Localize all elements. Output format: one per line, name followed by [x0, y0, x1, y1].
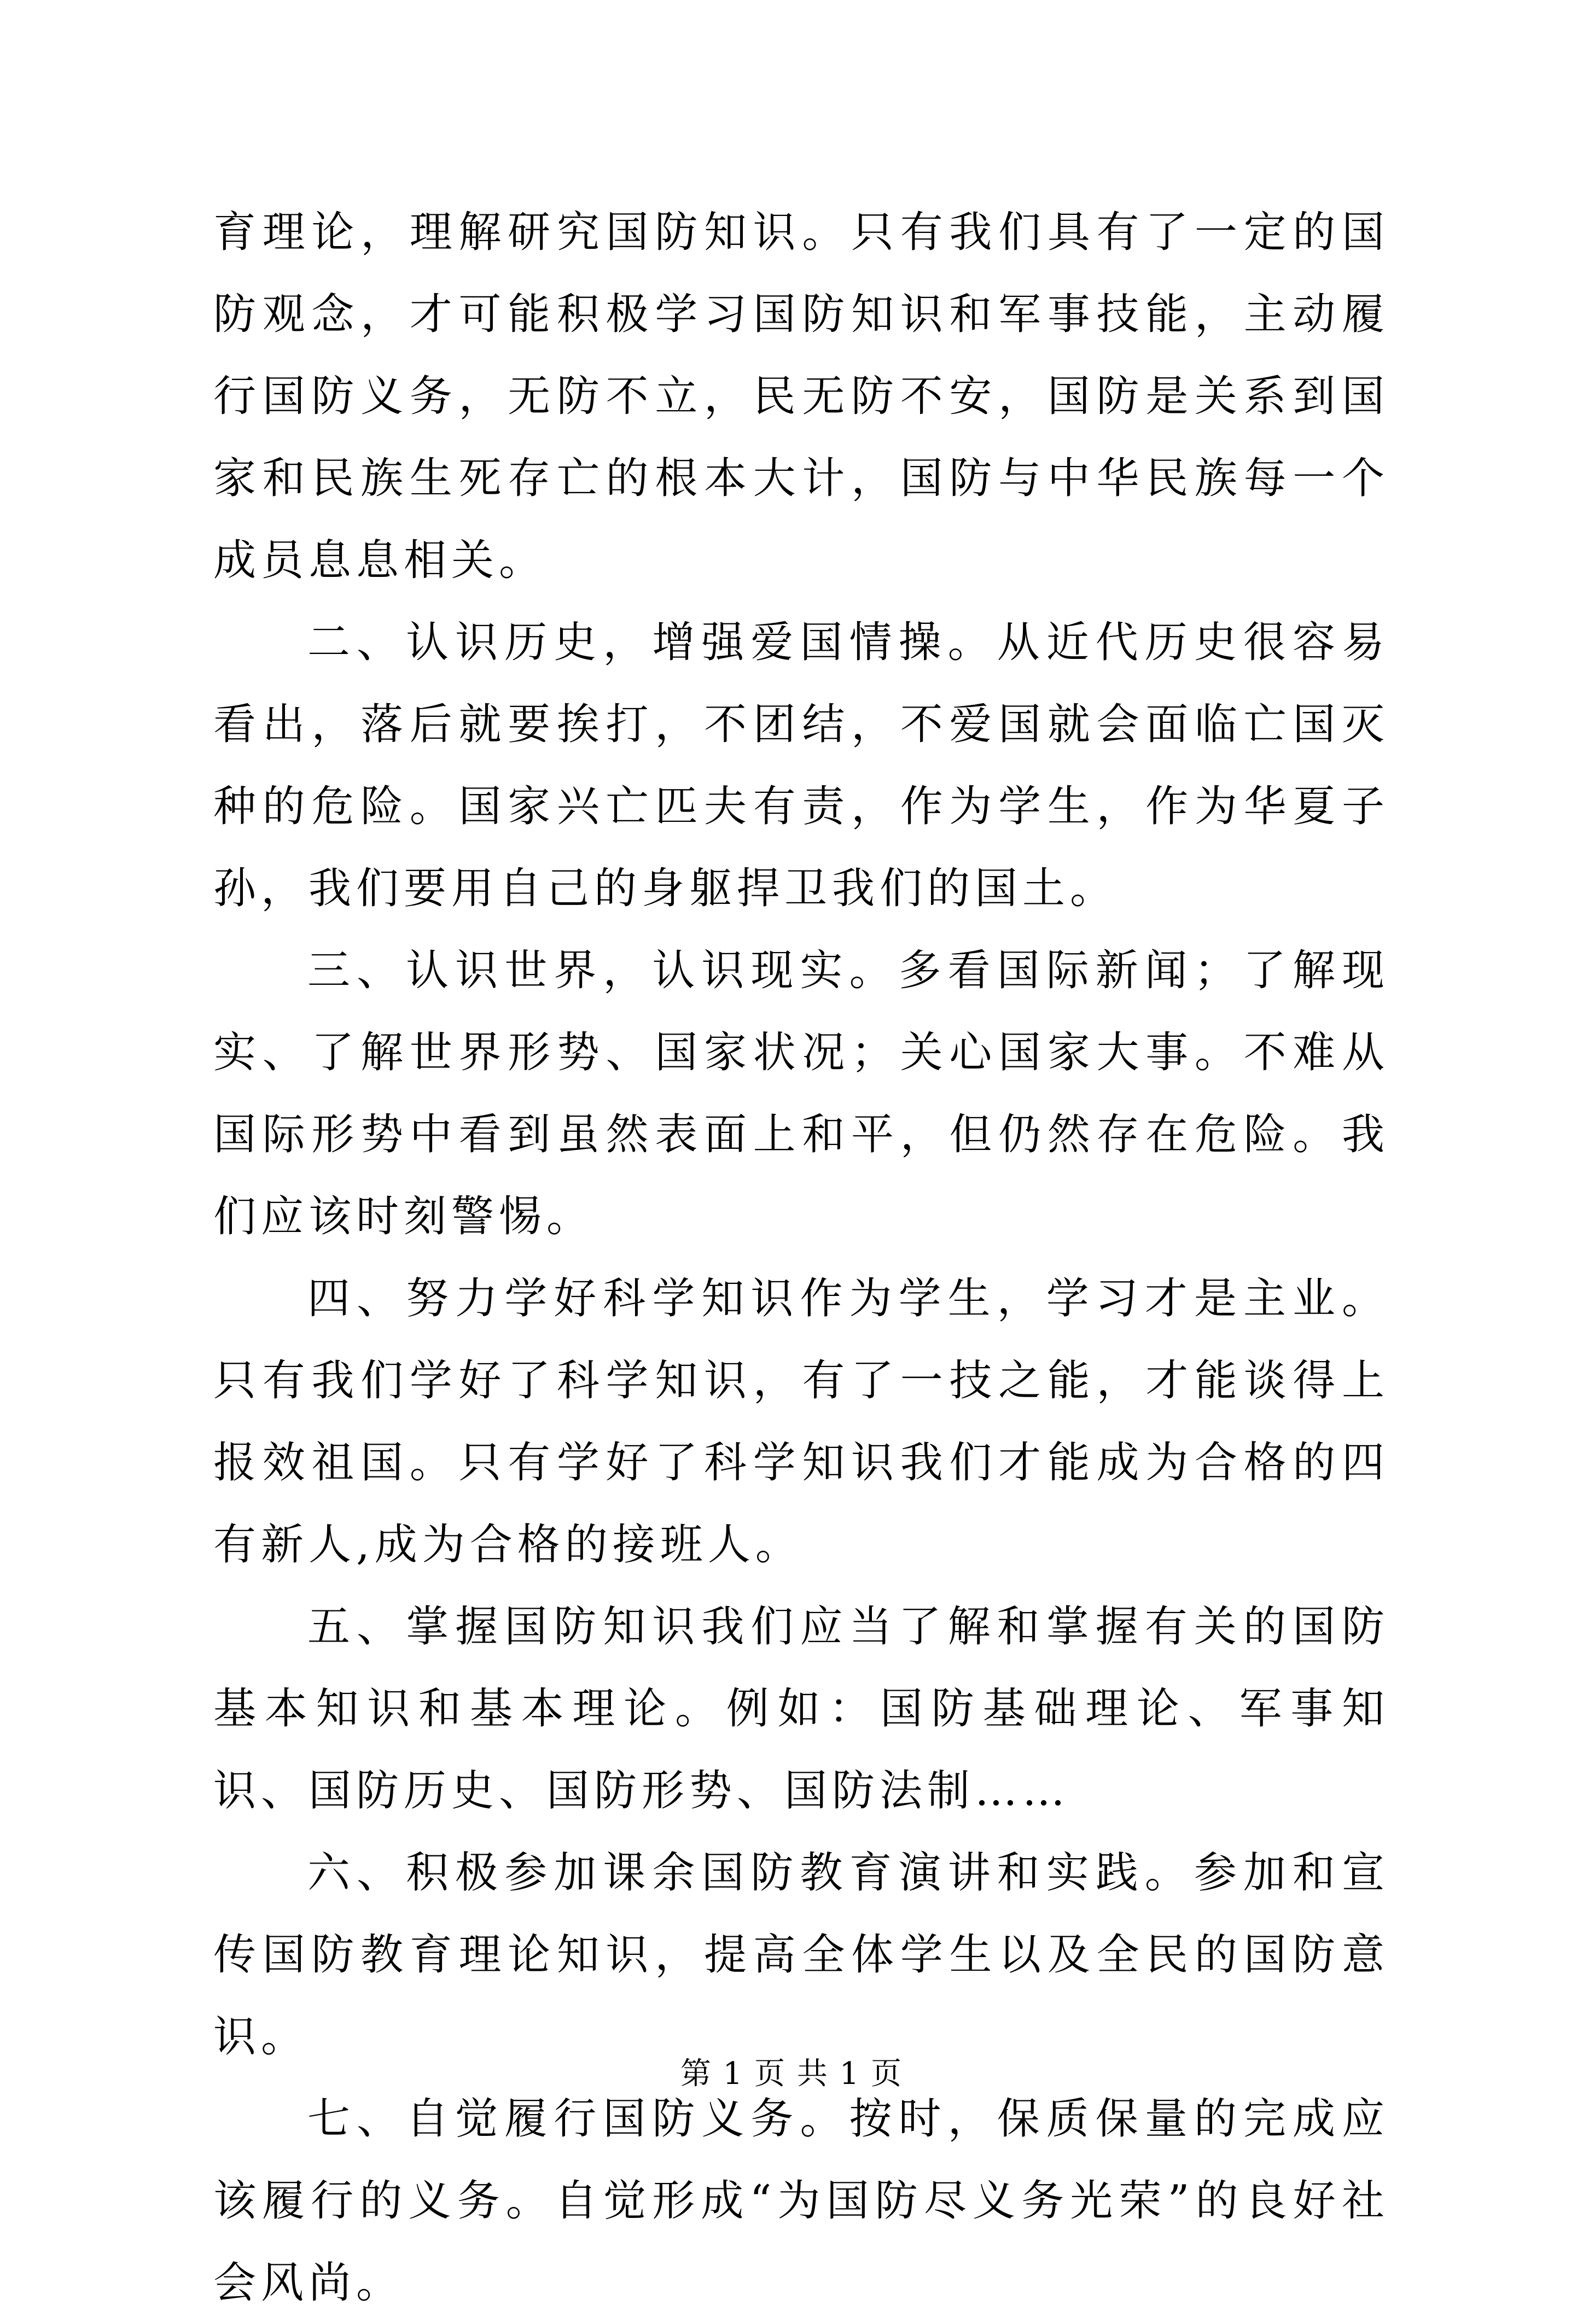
paragraph-continuation: 育理论，理解研究国防知识。只有我们具有了一定的国防观念，才可能积极学习国防知识和军事技能，主动履行国防义务，无防不立，民无防不安，国防是关系到国家和民族生死存亡的根本大计，国防与中华民族每一个成员息息相关。 — [213, 208, 1389, 585]
paragraph-section-4: 四、努力学好科学知识作为学生，学习才是主业。只有我们学好了科学知识，有了一技之能，才能谈得上报效祖国。只有学好了科学知识我们才能成为合格的四有新人,成为合格的接班人。 — [213, 1274, 1389, 1569]
paragraph-section-6: 六、积极参加课余国防教育演讲和实践。参加和宣传国防教育理论知识，提高全体学生以及全民的国防意识。 — [213, 1848, 1389, 2062]
paragraph-section-3: 三、认识世界，认识现实。多看国际新闻；了解现实、了解世界形势、国家状况；关心国家大事。不难从国际形势中看到虽然表面上和平，但仍然存在危险。我们应该时刻警惕。 — [213, 946, 1389, 1241]
paragraph-section-5: 五、掌握国防知识我们应当了解和掌握有关的国防基本知识和基本理论。例如：国防基础理论、军事知识、国防历史、国防形势、国防法制…… — [213, 1602, 1389, 1815]
page-number-footer: 第 1 页 共 1 页 — [680, 2056, 903, 2092]
document-body — [213, 191, 1389, 2324]
paragraph-section-2: 二、认识历史，增强爱国情操。从近代历史很容易看出，落后就要挨打，不团结，不爱国就会面临亡国灭种的危险。国家兴亡匹夫有责，作为学生，作为华夏子孙，我们要用自己的身躯捍卫我们的国土。 — [213, 618, 1389, 913]
paragraph-section-7: 七、自觉履行国防义务。按时，保质保量的完成应该履行的义务。自觉形成“为国防尽义务光荣”的良好社会风尚。 — [213, 2094, 1389, 2308]
